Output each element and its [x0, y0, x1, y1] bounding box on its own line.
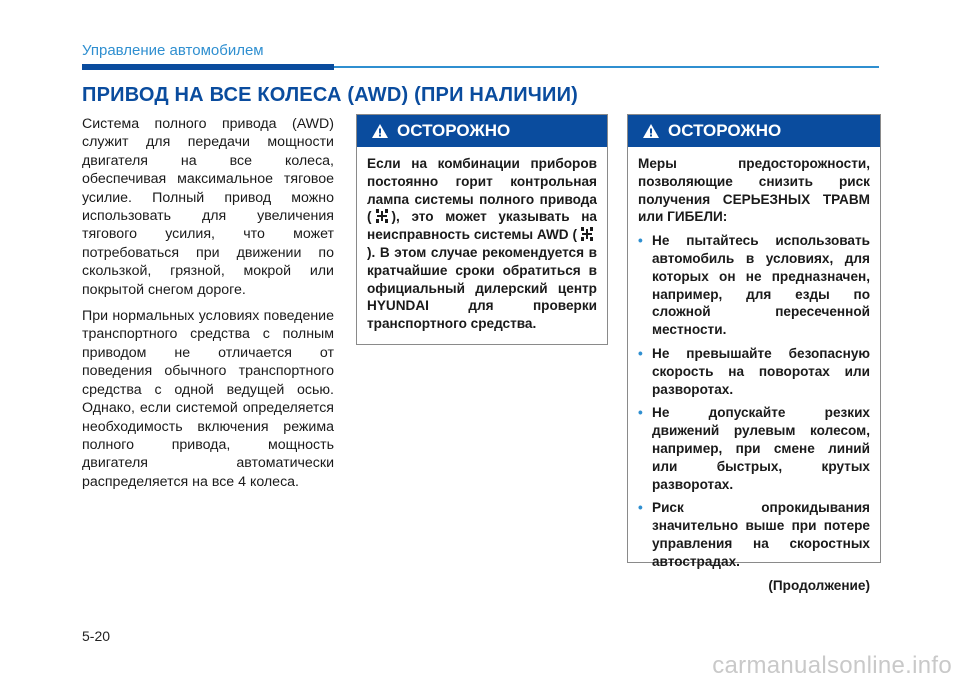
warning-text-part-2: ), это может указывать на неисправность системы AWD ( [367, 209, 597, 243]
warning-triangle-icon [371, 123, 389, 139]
warning-text-part-1: Если на комбинации приборов постоянно горит контрольная лампа системы полного привода ( [367, 156, 597, 225]
header-bar-dark [82, 64, 334, 70]
warning-intro: Меры предосторожности, позволяющие снизить риск получения СЕРЬЕЗНЫХ ТРАВМ или ГИБЕЛИ: [638, 156, 870, 225]
warning-header [357, 115, 607, 147]
body-paragraph-2: При нормальных условиях поведение транспортного средства с полным приводом не отличается от поведения обычного транспортного средства с одной ведущей осью. Однако, если системой определяется необходимость включения режима полного привода, мощность двигателя автоматически распределяется на все 4 колеса. [82, 308, 334, 490]
warning-text-part-3: ). В этом случае рекомендуется в кратчайшие сроки обратиться в официальный дилерский центр HYUNDAI для проверки транспортного средства. [367, 244, 597, 332]
continued-label: (Продолжение) [768, 577, 870, 593]
awd-warning-lamp-icon [375, 208, 389, 224]
body-text-column [82, 115, 334, 499]
list-item: • Риск опрокидывания значительно выше при потере управления на скоростных автострадах. [638, 499, 870, 570]
warning-text [367, 155, 597, 333]
warning-title: ОСТОРОЖНО [668, 121, 782, 140]
list-item: • Не пытайтесь использовать автомобиль в условиях, для которых он не предназначен, например, для езды по сложной пересеченной местности. [638, 232, 870, 339]
awd-warning-lamp-icon [580, 226, 594, 242]
watermark-text: carmanualsonline.info [712, 652, 952, 679]
page-number: 5-20 [82, 628, 111, 644]
warning-box-awd-indicator [356, 114, 608, 345]
body-paragraph-1: Система полного привода (AWD) служит для передачи мощности двигателя на все колеса, обеспечивая максимальное тяговое усилие. Полный привод можно использовать для увеличения тягового усилия, что может потребоваться при движении по скользкой, грязной, мокрой или покрытой снегом дороге. [82, 116, 334, 298]
section-title: ПРИВОД НА ВСЕ КОЛЕСА (AWD) (ПРИ НАЛИЧИИ) [82, 84, 579, 106]
warning-body [628, 147, 880, 602]
header-title: Управление автомобилем [82, 42, 264, 59]
warning-title: ОСТОРОЖНО [397, 121, 511, 140]
list-item: • Не допускайте резких движений рулевым колесом, например, при смене линий или быстрых, крутых разворотах. [638, 404, 870, 493]
warning-body [357, 147, 607, 341]
list-item: • Не превышайте безопасную скорость на поворотах или разворотах. [638, 345, 870, 398]
warning-header [628, 115, 880, 147]
warning-box-driving-precautions [627, 114, 881, 593]
warning-triangle-icon [642, 123, 660, 139]
header-bar-light [334, 66, 879, 68]
precaution-list [638, 232, 870, 570]
